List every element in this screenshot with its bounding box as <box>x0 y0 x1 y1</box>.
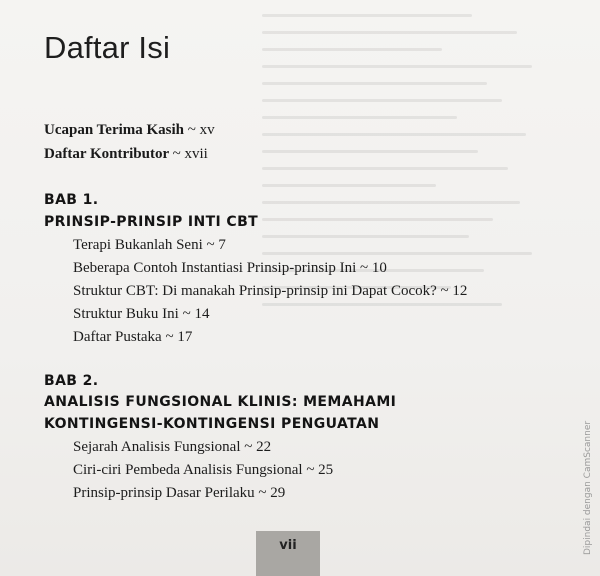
chapter-2-title-line-2: KONTINGENSI-KONTINGENSI PENGUATAN <box>44 416 380 432</box>
toc-front-item-contributors <box>44 146 208 163</box>
toc-entry: Terapi Bukanlah Seni ~ 7 <box>73 237 226 253</box>
toc-entry: Sejarah Analisis Fungsional ~ 22 <box>73 439 272 455</box>
front-item-page: xvii <box>184 146 208 162</box>
page-number-tab: vii <box>256 531 320 576</box>
reverse-page-bleed <box>262 0 562 400</box>
chapter-2-title-line-1: ANALISIS FUNGSIONAL KLINIS: MEMAHAMI <box>44 394 397 410</box>
page-title: Daftar Isi <box>44 30 171 65</box>
scanner-watermark: Dipindai dengan CamScanner <box>583 420 593 555</box>
toc-entry: Beberapa Contoh Instantiasi Prinsip-prinsip Ini ~ 10 <box>73 260 387 276</box>
toc-entry: Ciri-ciri Pembeda Analisis Fungsional ~ 25 <box>73 462 334 478</box>
toc-front-item-acknowledgements <box>44 122 215 139</box>
front-item-label: Ucapan Terima Kasih <box>44 122 185 138</box>
toc-entry: Struktur CBT: Di manakah Prinsip-prinsip ini Dapat Cocok? ~ 12 <box>73 283 468 299</box>
front-item-page: xv <box>199 122 215 138</box>
toc-entry: Prinsip-prinsip Dasar Perilaku ~ 29 <box>73 485 286 501</box>
toc-entry: Struktur Buku Ini ~ 14 <box>73 306 210 322</box>
toc-entry: Daftar Pustaka ~ 17 <box>73 329 193 345</box>
chapter-2-number: BAB 2. <box>44 373 99 389</box>
front-item-separator: ~ <box>187 122 196 138</box>
front-item-label: Daftar Kontributor <box>44 146 169 162</box>
front-item-separator: ~ <box>172 146 181 162</box>
chapter-1-title: PRINSIP-PRINSIP INTI CBT <box>44 214 259 230</box>
chapter-1-number: BAB 1. <box>44 192 99 208</box>
